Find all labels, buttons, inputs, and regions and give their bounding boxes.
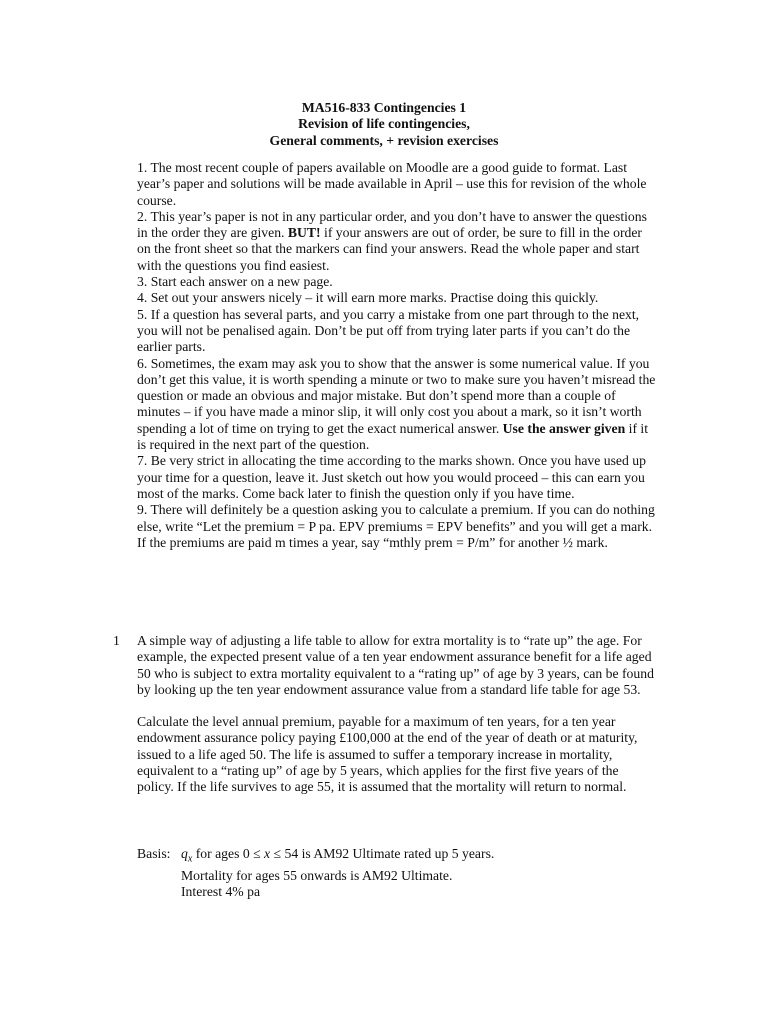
question-number: 1 — [113, 633, 120, 648]
basis-line: Mortality for ages 55 onwards is AM92 Ultimate. — [181, 868, 453, 884]
note-item: 3. Start each answer on a new page. — [137, 274, 333, 290]
course-title: MA516-833 Contingencies 1 — [301, 100, 467, 115]
emphasis-text: BUT! — [287, 225, 321, 241]
basis-label: Basis: — [137, 846, 171, 861]
note-item: 2. This year’s paper is not in any particular order, and you don’t have to answer the questions in the order they are given. BUT! if your answers are out of order, be sure to fill in the order on the front sheet so that the markers can find your answers. Read the whole paper and start with the questions you find easiest. — [137, 208, 647, 273]
question-basis — [137, 846, 657, 901]
document-header — [0, 100, 768, 149]
note-item: 9. There will definitely be a question asking you to calculate a premium. If you can do nothing else, write “Let the premium = P pa. EPV premiums = EPV benefits” and you will get a mark. If the premiums are paid m times a year, say “mthly prem = P/m” for another ½ mark. — [137, 502, 655, 550]
general-comments-list — [137, 160, 657, 551]
note-item: 4. Set out your answers nicely – it will earn more marks. Practise doing this quickly. — [137, 290, 599, 306]
note-item: 5. If a question has several parts, and you carry a mistake from one part through to the next, you will not be penalised again. Don’t be put off from trying later parts if you can’t do the earlier parts. — [137, 306, 640, 355]
document-subtitle: Revision of life contingencies, — [298, 116, 470, 132]
note-item: 6. Sometimes, the exam may ask you to show that the answer is some numerical value. If you don’t get this value, it is worth spending a minute or two to make sure you haven’t misread the question or made an obvious and major mistake. But don’t spend more than a couple of minutes – if you have made a minor slip, it will only cost you about a mark, so it isn’t worth spending a lot of time on trying to get the exact numerical answer. Use the answer given if it is required in the next part of the question. — [137, 355, 656, 453]
question-1 — [137, 633, 657, 796]
question-paragraph: A simple way of adjusting a life table to allow for extra mortality is to “rate up” the age. For example, the expected present value of a ten year endowment assurance benefit for a life aged 50 who is subject to extra mortality equivalent to a “rating up” of age by 3 years, can be found by looking up the ten year endowment assurance value from a standard life table for age 53. — [137, 633, 654, 697]
basis-line: Interest 4% pa — [181, 884, 261, 900]
emphasis-text: Use the answer given — [502, 420, 626, 436]
note-item: 1. The most recent couple of papers available on Moodle are a good guide to format. Last year’s paper and solutions will be made available in April – use this for revision of the whole course. — [137, 160, 647, 208]
basis-line: $q_x$ for ages 0 ≤ x ≤ 54 is AM92 Ultimate rated up 5 years. — [181, 846, 495, 865]
question-paragraph: Calculate the level annual premium, payable for a maximum of ten years, for a ten year endowment assurance policy paying £100,000 at the end of the year of death or at maturity, issued to a life aged 50. The life is assumed to suffer a temporary increase in mortality, equivalent to a “rating up” of age by 5 years, which applies for the first five years of the policy. If the life survives to age 55, it is assumed that the mortality will return to normal. — [137, 714, 638, 795]
document-subtitle-2: General comments, + revision exercises — [269, 132, 499, 148]
note-item: 7. Be very strict in allocating the time according to the marks shown. Once you have used up your time for a question, leave it. Just sketch out how you would proceed – this can earn you most of the marks. Come back later to finish the question only if you have time. — [137, 453, 646, 501]
